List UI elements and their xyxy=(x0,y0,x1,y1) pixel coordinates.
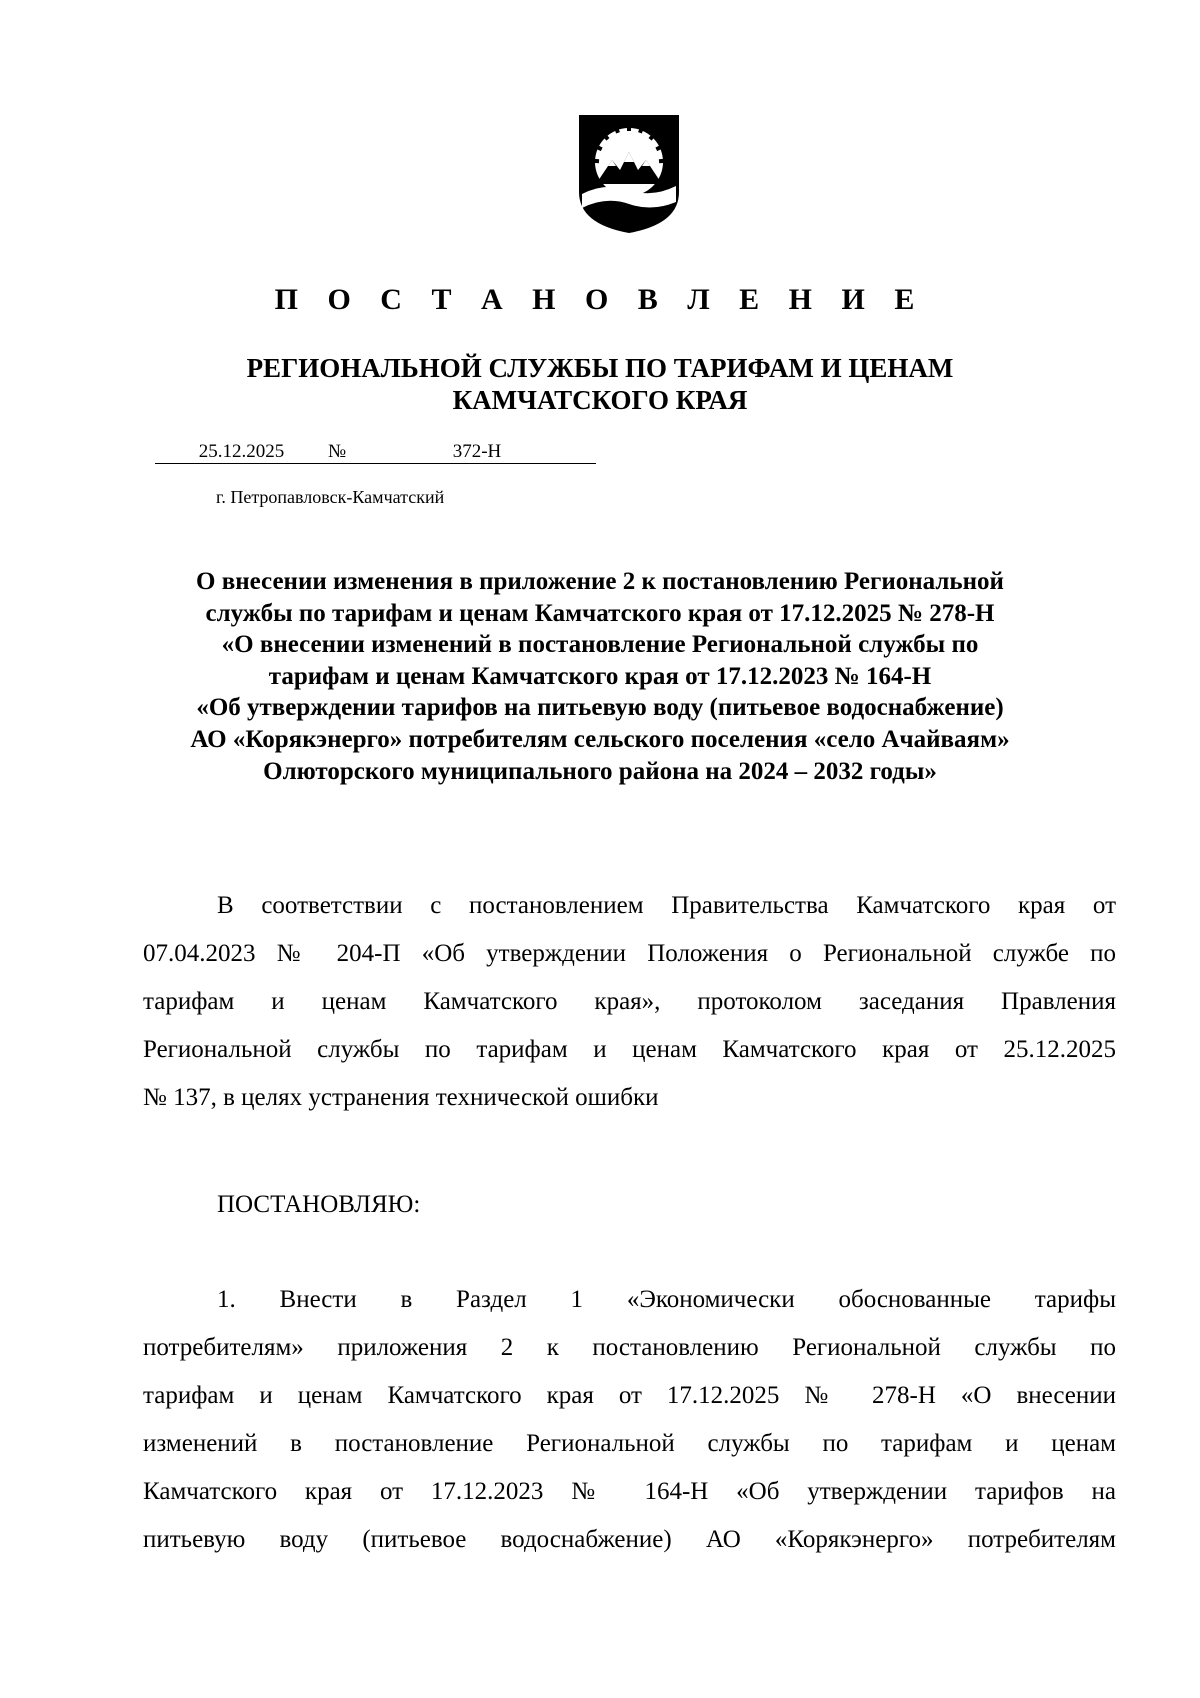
paragraph-line: тарифам и ценам Камчатского края от 17.12.2025 № 278-Н «О внесении xyxy=(143,1382,1116,1409)
paragraph-line: потребителям» приложения 2 к постановлению Региональной службы по xyxy=(143,1334,1116,1361)
paragraph-line: питьевую воду (питьевое водоснабжение) АО «Корякэнерго» потребителям xyxy=(143,1526,1116,1553)
authority-line: РЕГИОНАЛЬНОЙ СЛУЖБЫ ПО ТАРИФАМ И ЦЕНАМ xyxy=(246,353,954,383)
subject-line: «Об утверждении тарифов на питьевую воду (питьевое водоснабжение) xyxy=(196,694,1004,722)
document-date: 25.12.2025 xyxy=(155,440,328,464)
subject-line: Олюторского муниципального района на 2024 – 2032 годы» xyxy=(263,757,937,785)
preamble-paragraph xyxy=(143,882,1116,1122)
document-subject xyxy=(140,566,1060,787)
place-of-issue: г. Петропавловск-Камчатский xyxy=(216,487,445,507)
subject-line: тарифам и ценам Камчатского края от 17.12.2023 № 164-Н xyxy=(268,662,932,690)
subject-line: АО «Корякэнерго» потребителям сельского поселения «село Ачайваям» xyxy=(190,725,1010,753)
paragraph-line: Камчатского края от 17.12.2023 № 164-Н «Об утверждении тарифов на xyxy=(143,1478,1116,1505)
document-type-title: П О С Т А Н О В Л Е Н И Е xyxy=(274,283,926,316)
number-sign: № xyxy=(328,440,358,464)
date-number-line xyxy=(155,440,596,464)
paragraph-line: тарифам и ценам Камчатского края», протоколом заседания Правления xyxy=(143,988,1116,1015)
decree-word: ПОСТАНОВЛЯЮ: xyxy=(217,1191,421,1218)
decision-paragraph-1 xyxy=(143,1276,1116,1564)
paragraph-line: № 137, в целях устранения технической ошибки xyxy=(143,1084,659,1111)
paragraph-line: Региональной службы по тарифам и ценам Камчатского края от 25.12.2025 xyxy=(143,1036,1116,1063)
paragraph-line: В соответствии с постановлением Правительства Камчатского края от xyxy=(217,892,1116,919)
paragraph-line: изменений в постановление Региональной службы по тарифам и ценам xyxy=(143,1430,1116,1457)
subject-line: службы по тарифам и ценам Камчатского края от 17.12.2025 № 278-Н xyxy=(205,599,995,627)
issuing-authority xyxy=(0,352,1200,416)
paragraph-line: 07.04.2023 № 204-П «Об утверждении Положения о Региональной службе по xyxy=(143,940,1116,967)
kamchatka-coat-of-arms-icon xyxy=(576,112,682,236)
document-number: 372-Н xyxy=(358,440,596,464)
authority-line: КАМЧАТСКОГО КРАЯ xyxy=(452,385,748,415)
paragraph-line: 1. Внести в Раздел 1 «Экономически обоснованные тарифы xyxy=(217,1286,1116,1313)
subject-line: «О внесении изменений в постановление Региональной службы по xyxy=(221,631,979,659)
subject-line: О внесении изменения в приложение 2 к постановлению Региональной xyxy=(196,568,1004,595)
